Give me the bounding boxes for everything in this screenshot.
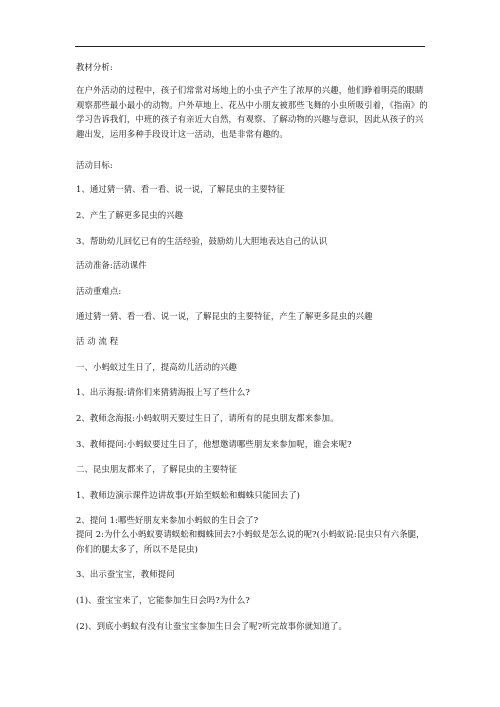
step2-item-3-a: (1)、蚕宝宝来了，它能参加生日会吗?为什么? xyxy=(76,595,250,605)
step1-title: 一、小蚂蚁过生日了，提高幼儿活动的兴趣 xyxy=(76,362,238,372)
key-points-title: 活动重难点: xyxy=(76,286,122,296)
step2-title: 二、昆虫朋友都来了，了解昆虫的主要特征 xyxy=(76,464,238,474)
process-title: 活 动 流 程 xyxy=(76,336,119,346)
goal-1: 1、通过猜一猜、看一看、说一说，了解昆虫的主要特征 xyxy=(76,184,285,194)
step1-item-2: 2、教师念海报:小蚂蚁明天要过生日了，请所有的昆虫朋友都来参加。 xyxy=(76,413,339,423)
goal-2: 2、产生了解更多昆虫的兴趣 xyxy=(76,210,184,220)
step2-item-2-q2: 提问 2:为什么小蚂蚁要请蜈蚣和蜘蛛回去?小蚂蚁是怎么说的呢?(小蚂蚁说:昆虫只有六条腿，你们的腿太多了，所以不是昆虫) xyxy=(76,529,425,554)
step1-item-1: 1、出示海报:请你们来猜猜海报上写了些什么? xyxy=(76,387,250,397)
header-rule xyxy=(75,46,425,47)
analysis-paragraph: 在户外活动的过程中，孩子们常常对场地上的小虫子产生了浓厚的兴趣，他们睁着明亮的眼睛观察那些最小最小的动物。户外草地上、花丛中小朋友被那些飞舞的小虫所吸引着，《指南》的学习告诉我们，中班的孩子有亲近大自然，有观察、了解动物的兴趣与意识，因此从孩子的兴趣出发，运用多种手段设计这一活动，也是非常有趣的。 xyxy=(76,85,428,139)
goal-3: 3、帮助幼儿回忆已有的生活经验，鼓励幼儿大胆地表达自己的认识 xyxy=(76,236,328,246)
goals-title: 活动目标: xyxy=(76,160,113,170)
step2-item-1: 1、教师边演示课件边讲故事(开始至蜈蚣和蜘蛛只能回去了) xyxy=(76,490,301,500)
section-analysis-title: 教材分析: xyxy=(76,62,113,72)
step2-item-3-b: (2)、到底小蚂蚁有没有让蚕宝宝参加生日会了呢?听完故事你就知道了。 xyxy=(76,621,348,631)
step2-item-2-q1: 2、提问 1:哪些好朋友来参加小蚂蚁的生日会了? xyxy=(76,515,259,525)
step1-item-3: 3、教师提问:小蚂蚁要过生日了，他想邀请哪些朋友来参加呢，谁会来呢? xyxy=(76,439,352,449)
activity-prep: 活动准备:活动课件 xyxy=(76,260,147,270)
step2-item-3: 3、出示蚕宝宝，教师提问 xyxy=(76,569,175,579)
key-points-body: 通过猜一猜、看一看、说一说，了解昆虫的主要特征，产生了解更多昆虫的兴趣 xyxy=(76,311,373,321)
